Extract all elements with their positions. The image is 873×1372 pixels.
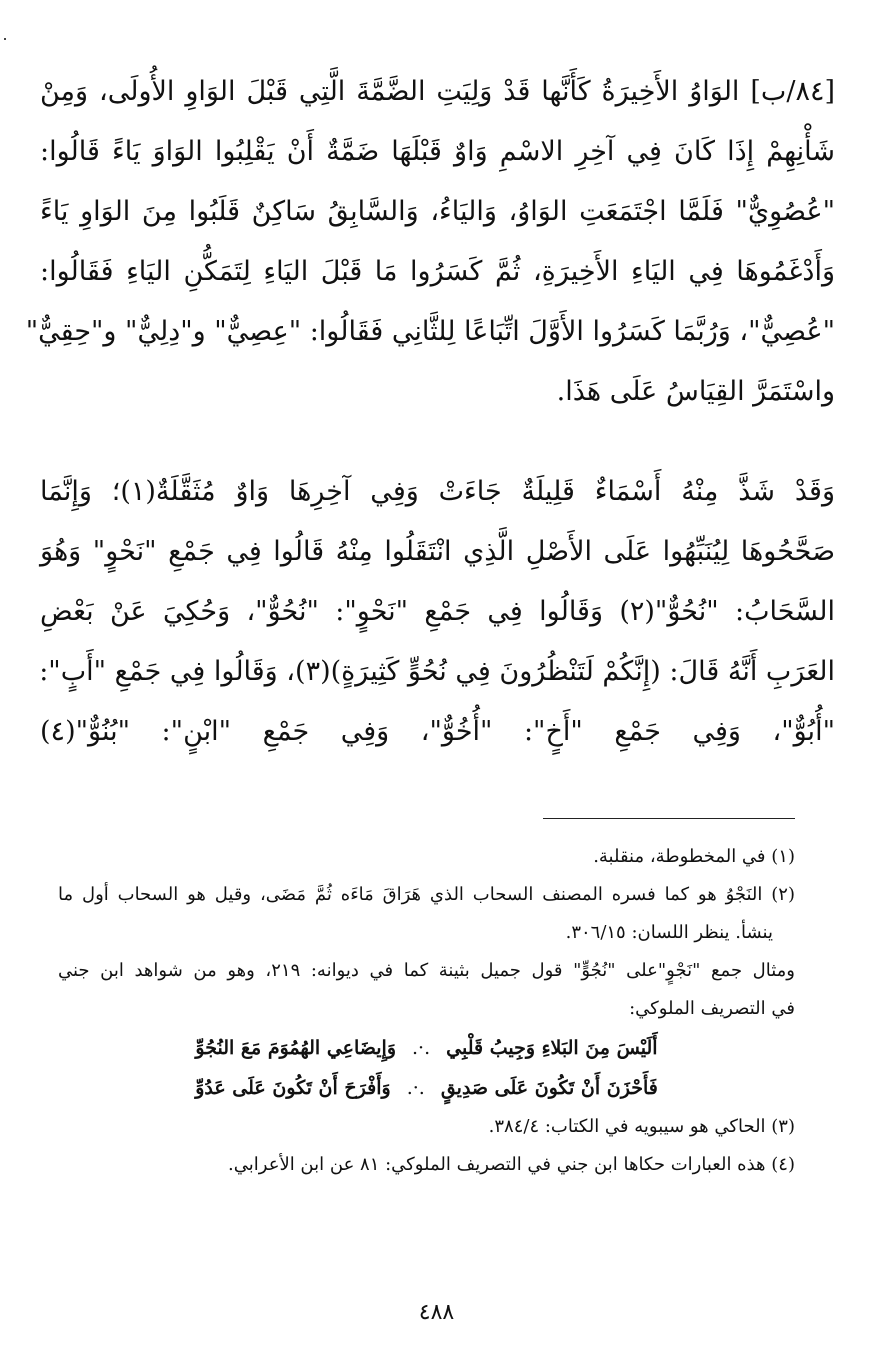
footnote-2-continuation: في التصريف الملوكي: [629,998,795,1019]
footnote-2-continuation: ينشأ. ينظر اللسان: ٣٠٦/١٥. [565,922,773,943]
footnotes-section [58,838,795,1184]
footnote-separator [543,818,795,819]
text-line: وَأَدْغَمُوهَا فِي اليَاءِ الأَخِيرَةِ، ثُمَّ كَسَرُوا مَا قَبْلَ اليَاءِ لِتَمَكُّنِ اليَاءِ فَقَالُوا: [40,256,835,287]
text-line: صَحَّحُوهَا لِيُنَبِّهُوا عَلَى الأَصْلِ الَّذِي انْتَقَلُوا مِنْهُ قَالُوا فِي جَمْعِ "نَحْوٍ" وَهُوَ [40,536,835,567]
text-line: "أُبُوٌّ"، وَفِي جَمْعِ "أَخٍ": "أُخُوٌّ"، وَفِي جَمْعِ "ابْنٍ": "بُنُوٌّ"(٤) [40,716,835,747]
text-line: العَرَبِ أَنَّهُ قَالَ: (إِنَّكُمْ لَتَنْظُرُونَ فِي نُحُوٍّ كَثِيرَةٍ)(٣)، وَقَالُوا فِي جَمْعِ "أَبٍ": [39,656,835,687]
footnote-3: (٣) الحاكي هو سيبويه في الكتاب: ٣٨٤/٤. [488,1116,795,1137]
text-line: [٨٤/ب] الوَاوُ الأَخِيرَةُ كَأَنَّها قَدْ وَلِيَتِ الضَّمَّةَ الَّتِي قَبْلَ الوَاوِ الأُولَى، وَمِنْ [40,76,835,107]
verse-hemistich: أَلَيْسَ مِنَ البَلاءِ وَجِيبُ قَلْبِي [446,1037,658,1059]
main-text-body [25,62,835,762]
paragraph-2 [40,462,835,762]
paragraph-1 [25,62,835,422]
footnote-1: (١) في المخطوطة، منقلبة. [593,846,795,867]
verse-hemistich: فَأَحْزَنَ أَنْ تَكُونَ عَلَى صَدِيقٍ [440,1077,658,1099]
text-line: وَقَدْ شَذَّ مِنْهُ أَسْمَاءٌ قَلِيلَةٌ جَاءَتْ وَفِي آخِرِهَا وَاوٌ مُثَقَّلَةٌ(١)؛ وَإِنَّمَا [40,476,835,507]
text-line: السَّحَابُ: "نُحُوٌّ"(٢) وَقَالُوا فِي جَمْعِ "نَحْوٍ": "نُحُوٌّ"، وَحُكِيَ عَنْ بَعْضِ [40,596,835,627]
verse-separator: .·. [406,1077,425,1099]
poetry-verse [58,1068,795,1108]
footnote-4: (٤) هذه العبارات حكاها ابن جني في التصريف الملوكي: ٨١ عن ابن الأعرابي. [228,1154,795,1175]
verse-separator: .·. [412,1037,431,1059]
text-line: "عُصِيٌّ"، وَرُبَّمَا كَسَرُوا الأَوَّلَ اتِّبَاعًا لِلثَّانِي فَقَالُوا: "عِصِيٌّ" و"دِلِيٌّ" و"حِقِيٌّ" [25,316,835,347]
footnote-2: (٢) النَجْوُ هو كما فسره المصنف السحاب الذي هَرَاقَ مَاءَه ثُمَّ مَضَى، وقيل هو السحاب أول ما [58,884,795,905]
footnote-2-continuation: ومثال جمع "نَجْوٍ"على "نُجُوٍّ" قول جميل بثينة كما في ديوانه: ٢١٩، وهو من شواهد ابن جني [58,960,796,981]
page-number: ٤٨٨ [418,1300,455,1325]
poetry-verse [58,1028,795,1068]
verse-hemistich: وَإِيضَاعِي الهُمُوَمَ مَعَ النُجُوِّ [195,1037,397,1059]
text-line: شَأْنِهِمْ إِذَا كَانَ فِي آخِرِ الاسْمِ وَاوٌ قَبْلَهَا ضَمَّةٌ أَنْ يَقْلِبُوا الوَاوَ يَاءً قَالُوا: [40,136,835,167]
text-line: "عُصُوِيٌّ" فَلَمَّا اجْتَمَعَتِ الوَاوُ، وَاليَاءُ، وَالسَّابِقُ سَاكِنٌ قَلَبُوا مِنَ الوَاوِ يَاءً [40,196,835,227]
scan-speck [4,38,6,40]
text-line: واسْتَمَرَّ القِيَاسُ عَلَى هَذَا. [556,376,835,407]
verse-hemistich: وَأَفْرَحَ أَنْ تَكُونَ عَلَى عَدُوِّ [195,1077,391,1099]
